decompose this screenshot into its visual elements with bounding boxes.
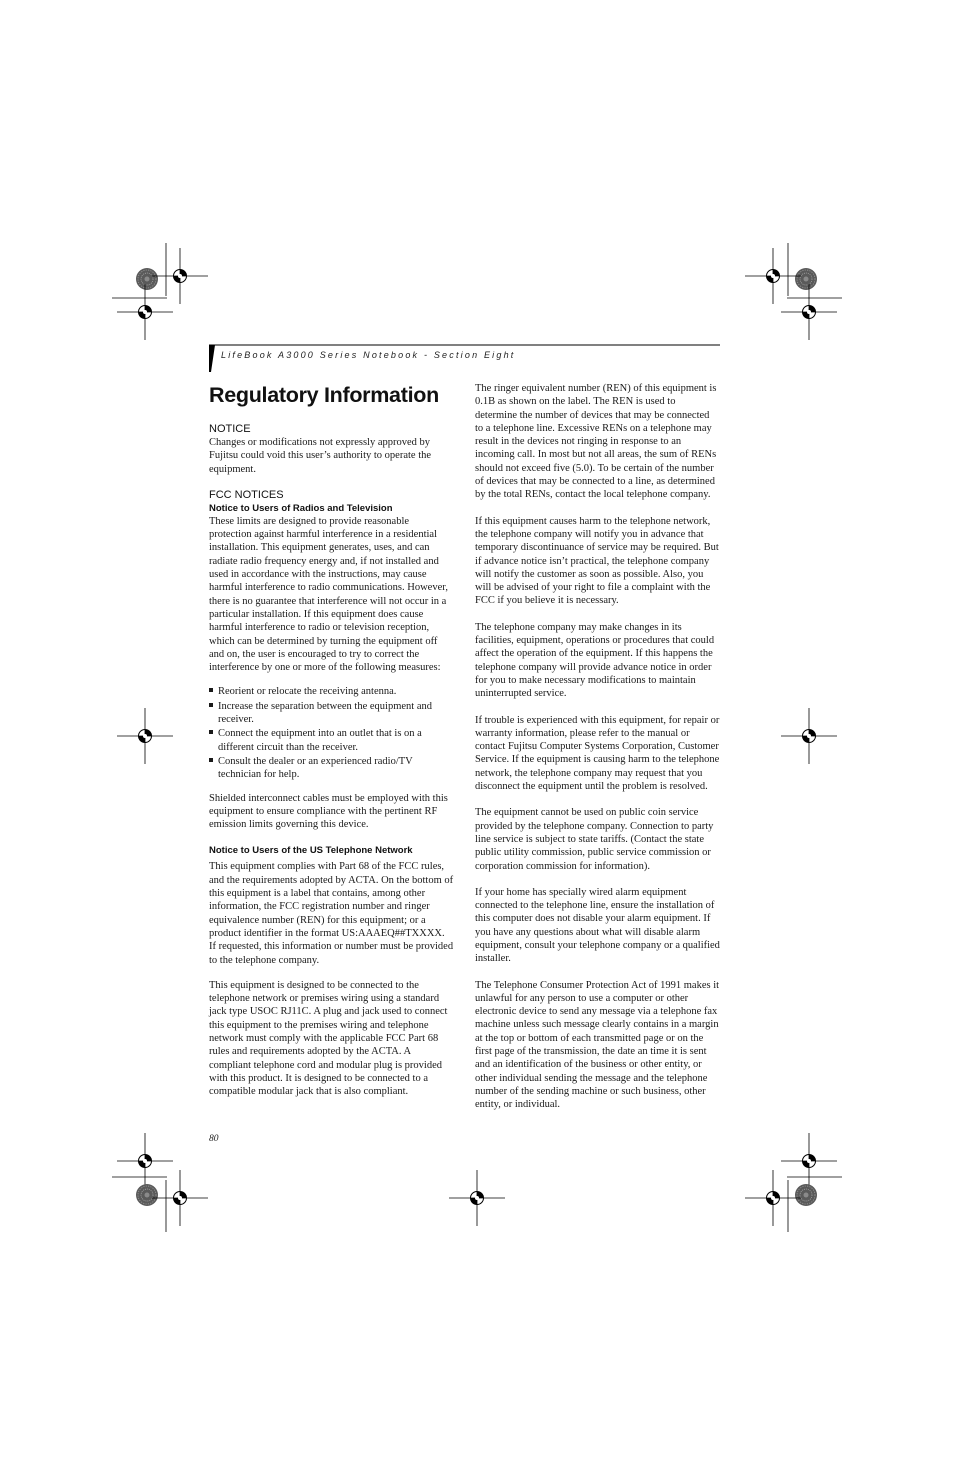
radio-tv-heading: Notice to Users of Radios and Television: [209, 502, 393, 514]
registration-mark-bottom-left: [112, 1133, 208, 1232]
fcc-notices-heading: FCC NOTICES: [209, 488, 284, 501]
running-head: LifeBook A3000 Series Notebook - Section Eight: [221, 350, 516, 360]
list-item: Reorient or relocate the receiving antenna.: [209, 685, 454, 698]
registration-mark-top-left: [112, 243, 208, 340]
us-telephone-heading: Notice to Users of the US Telephone Network: [209, 845, 413, 857]
list-item: Increase the separation between the equipment and receiver.: [209, 700, 454, 727]
page-number: 80: [209, 1134, 219, 1144]
list-item: Connect the equipment into an outlet that is on a different circuit than the receiver.: [209, 727, 454, 754]
left-column: [209, 382, 454, 1105]
alarm-paragraph: If your home has specially wired alarm equipment connected to the telephone line, ensure the installation of this computer does not disable your alarm equipment. If you have any questions about what will disable alarm equipment, consult your telephone company or a qualified installer.: [475, 886, 720, 965]
notice-heading: NOTICE: [209, 423, 251, 435]
rj11c-text: This equipment is designed to be connected to the telephone network or premises wiring using a standard jack type USOC RJ11C. A plug and jack used to connect this equipment to the premises wiring and telephone network must comply with the applicable FCC Part 68 rules and requirements adopted by the ACTA. A compliant telephone cord and modular plug is provided with this product. It is designed to be connected to a compatible modular jack that is also compliant.: [209, 979, 448, 1098]
page-title: Regulatory Information: [209, 383, 439, 407]
tcpa-paragraph: The Telephone Consumer Protection Act of 1991 makes it unlawful for any person to use a computer or other electronic device to send any message via a telephone fax machine unless such message clearly contains in a margin at the top or bottom of each transmitted page or on the first page of the transmission, the date an time it is sent and an identification of the business or other entity, or other individual sending the message and the telephone number of the sending machine or such business, other entity, or individual.: [475, 979, 720, 1111]
registration-mark-bottom-right: [745, 1133, 842, 1232]
registration-mark-mid-right: [781, 708, 837, 764]
facility-changes-paragraph: The telephone company may make changes in its facilities, equipment, operations or procedures that could affect the operation of the equipment. If this happens the telephone company will provide advance notice in order for you to make necessary modifications to maintain uninterrupted service.: [475, 621, 715, 700]
ren-paragraph: The ringer equivalent number (REN) of this equipment is 0.1B as shown on the label. The REN is used to determine the number of devices that may be connected to a telephone line. Excessive RENs on a telephone may result in the devices not ringing in response to an incoming call. In most but not all areas, the sum of RENs should not exceed five (5.0). To be certain of the number of devices that may be connected to a line, as determined by the total RENs, contact the local telephone company.: [475, 383, 717, 501]
registration-mark-top-right: [745, 243, 842, 340]
network-harm-paragraph: If this equipment causes harm to the telephone network, the telephone company will notify you in advance that temporary discontinuance of service may be required. But if advance notice isn’t practical, the telephone company will notify the customer as soon as possible. Also, you will be advised of your right to file a complaint with the FCC if you believe it is necessary.: [475, 515, 719, 607]
part68-text: This equipment complies with Part 68 of the FCC rules, and the requirements adopted by ACTA. On the bottom of this equipment is a label that contains, among other information, the FCC registration number and ringer equivalence number (REN) for this equipment; or a product identifier in the format US:AAAEQ##TXXXX. If requested, this information or number must be provided to the telephone company.: [209, 861, 454, 966]
radio-tv-text: These limits are designed to provide reasonable protection against harmful interference in a residential installation. This equipment generates, uses, and can radiate radio frequency energy and, if not installed and used in accordance with the instructions, may cause harmful interference to radio communications. However, there is no guarantee that interference will not occur in a particular installation. If this equipment does cause harmful interference to radio or television reception, which can be determined by turning the equipment off and on, the user is encouraged to try to correct the interference by one or more of the following measures:: [209, 515, 448, 674]
registration-mark-mid-left: [117, 708, 173, 764]
list-item: Consult the dealer or an experienced radio/TV technician for help.: [209, 755, 454, 782]
shielded-cables-text: Shielded interconnect cables must be employed with this equipment to ensure compliance with the pertinent RF emission limits governing this device.: [209, 792, 448, 831]
right-column: [475, 382, 720, 1119]
registration-mark-bottom-center: [449, 1170, 505, 1226]
trouble-paragraph: If trouble is experienced with this equipment, for repair or warranty information, please refer to the manual or contact Fujitsu Computer Systems Corporation, Customer Service. If the equipment is causing harm to the telephone network, the telephone company may request that you disconnect the equipment until the problem is resolved.: [475, 714, 720, 793]
measures-list: [209, 685, 454, 781]
notice-text: Changes or modifications not expressly approved by Fujitsu could void this user’s authority to operate the equipment.: [209, 437, 432, 475]
coin-service-paragraph: The equipment cannot be used on public coin service provided by the telephone company. Connection to party line service is subject to state tariffs. (Contact the state public utility commission, public service commission or corporation commission for information).: [475, 807, 714, 872]
